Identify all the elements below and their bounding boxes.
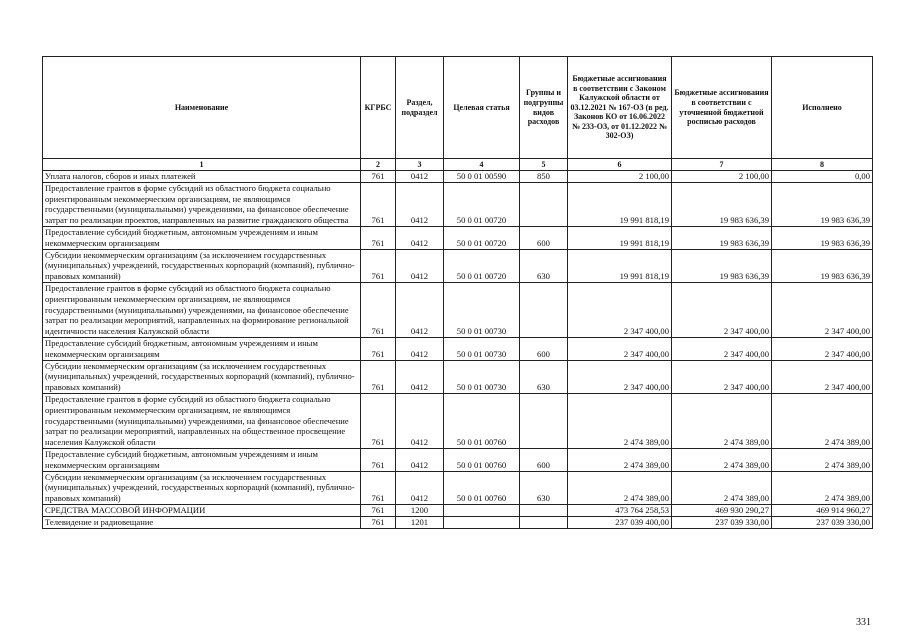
row-budget-refined: 237 039 330,00 bbox=[672, 516, 772, 528]
table-row bbox=[43, 360, 873, 393]
column-number-row bbox=[43, 159, 873, 171]
column-number: 8 bbox=[772, 159, 873, 171]
row-target: 50 0 01 00760 bbox=[444, 393, 520, 448]
row-budget-law: 237 039 400,00 bbox=[568, 516, 672, 528]
table-header-row bbox=[43, 57, 873, 159]
row-section: 0412 bbox=[396, 360, 444, 393]
row-target: 50 0 01 00720 bbox=[444, 226, 520, 249]
column-number: 4 bbox=[444, 159, 520, 171]
header-name: Наименование bbox=[43, 57, 361, 159]
budget-table bbox=[42, 56, 873, 529]
row-executed: 2 474 389,00 bbox=[772, 393, 873, 448]
row-section: 0412 bbox=[396, 471, 444, 504]
row-name: Субсидии некоммерческим организациям (за исключением государственных (муниципальных) учреждений, государственных корпораций (компаний), публично-правовых компаний) bbox=[43, 249, 361, 282]
row-executed: 469 914 960,27 bbox=[772, 504, 873, 516]
row-kgrbs: 761 bbox=[361, 504, 396, 516]
row-name: Предоставление грантов в форме субсидий из областного бюджета социально ориентированным некоммерческим организациям, не являющимся государственными (муниципальными) учреждениями, на финансовое обеспечение затрат по реализации мероприятий, направленных на общественное просвещение населения Калужской области bbox=[43, 393, 361, 448]
row-kgrbs: 761 bbox=[361, 171, 396, 183]
row-section: 0412 bbox=[396, 282, 444, 337]
row-section: 0412 bbox=[396, 393, 444, 448]
column-number: 2 bbox=[361, 159, 396, 171]
row-section: 1200 bbox=[396, 504, 444, 516]
row-budget-law: 2 100,00 bbox=[568, 171, 672, 183]
row-budget-refined: 2 474 389,00 bbox=[672, 393, 772, 448]
row-budget-law: 19 991 818,19 bbox=[568, 226, 672, 249]
row-kgrbs: 761 bbox=[361, 393, 396, 448]
row-budget-law: 2 474 389,00 bbox=[568, 471, 672, 504]
row-executed: 19 983 636,39 bbox=[772, 182, 873, 226]
row-budget-law: 473 764 258,53 bbox=[568, 504, 672, 516]
table-row bbox=[43, 516, 873, 528]
row-kgrbs: 761 bbox=[361, 249, 396, 282]
row-kgrbs: 761 bbox=[361, 337, 396, 360]
row-section: 0412 bbox=[396, 337, 444, 360]
row-name: Уплата налогов, сборов и иных платежей bbox=[43, 171, 361, 183]
row-target: 50 0 01 00760 bbox=[444, 471, 520, 504]
row-budget-refined: 19 983 636,39 bbox=[672, 249, 772, 282]
row-executed: 19 983 636,39 bbox=[772, 226, 873, 249]
row-kgrbs: 761 bbox=[361, 516, 396, 528]
row-group bbox=[520, 393, 568, 448]
row-target: 50 0 01 00720 bbox=[444, 182, 520, 226]
row-target bbox=[444, 504, 520, 516]
row-budget-law: 19 991 818,19 bbox=[568, 249, 672, 282]
table-row bbox=[43, 171, 873, 183]
row-target: 50 0 01 00730 bbox=[444, 360, 520, 393]
row-target: 50 0 01 00720 bbox=[444, 249, 520, 282]
row-group bbox=[520, 504, 568, 516]
row-name: Предоставление грантов в форме субсидий из областного бюджета социально ориентированным некоммерческим организациям, не являющимся государственными (муниципальными) учреждениями, на финансовое обеспечение затрат по реализации мероприятий, направленных на формирование региональной идентичности населения Калужской области bbox=[43, 282, 361, 337]
row-executed: 2 474 389,00 bbox=[772, 448, 873, 471]
row-section: 0412 bbox=[396, 182, 444, 226]
row-executed: 2 347 400,00 bbox=[772, 282, 873, 337]
header-budget-refined: Бюджетные ассигнования в соответствии с уточненной бюджетной росписью расходов bbox=[672, 57, 772, 159]
header-kgrbs: КГРБС bbox=[361, 57, 396, 159]
row-target: 50 0 01 00760 bbox=[444, 448, 520, 471]
row-group bbox=[520, 282, 568, 337]
row-name: СРЕДСТВА МАССОВОЙ ИНФОРМАЦИИ bbox=[43, 504, 361, 516]
row-kgrbs: 761 bbox=[361, 182, 396, 226]
header-budget-law: Бюджетные ассигнования в соответствии с Законом Калужской области от 03.12.2021 № 167-ОЗ (в ред. Законов КО от 16.06.2022 № 233-ОЗ, от 01.12.2022 № 302-ОЗ) bbox=[568, 57, 672, 159]
row-name: Субсидии некоммерческим организациям (за исключением государственных (муниципальных) учреждений, государственных корпораций (компаний), публично-правовых компаний) bbox=[43, 360, 361, 393]
table-row bbox=[43, 337, 873, 360]
header-groups: Группы и подгруппы видов расходов bbox=[520, 57, 568, 159]
row-budget-refined: 19 983 636,39 bbox=[672, 182, 772, 226]
row-budget-law: 2 474 389,00 bbox=[568, 393, 672, 448]
row-section: 1201 bbox=[396, 516, 444, 528]
row-kgrbs: 761 bbox=[361, 471, 396, 504]
row-group: 630 bbox=[520, 471, 568, 504]
column-number: 3 bbox=[396, 159, 444, 171]
row-name: Субсидии некоммерческим организациям (за исключением государственных (муниципальных) учреждений, государственных корпораций (компаний), публично-правовых компаний) bbox=[43, 471, 361, 504]
row-executed: 2 474 389,00 bbox=[772, 471, 873, 504]
header-target: Целевая статья bbox=[444, 57, 520, 159]
row-section: 0412 bbox=[396, 249, 444, 282]
row-executed: 2 347 400,00 bbox=[772, 360, 873, 393]
row-budget-refined: 2 474 389,00 bbox=[672, 448, 772, 471]
column-number: 6 bbox=[568, 159, 672, 171]
table-row bbox=[43, 249, 873, 282]
table-row bbox=[43, 504, 873, 516]
page-number: 331 bbox=[856, 617, 871, 628]
table-row bbox=[43, 226, 873, 249]
row-budget-refined: 2 100,00 bbox=[672, 171, 772, 183]
row-budget-refined: 2 347 400,00 bbox=[672, 337, 772, 360]
table-row bbox=[43, 182, 873, 226]
row-section: 0412 bbox=[396, 448, 444, 471]
table-row bbox=[43, 471, 873, 504]
header-section: Раздел, подраздел bbox=[396, 57, 444, 159]
table-row bbox=[43, 282, 873, 337]
row-budget-law: 2 347 400,00 bbox=[568, 282, 672, 337]
row-group bbox=[520, 516, 568, 528]
table-row bbox=[43, 393, 873, 448]
row-name: Телевидение и радиовещание bbox=[43, 516, 361, 528]
row-group bbox=[520, 182, 568, 226]
row-name: Предоставление субсидий бюджетным, автономным учреждениям и иным некоммерческим организациям bbox=[43, 337, 361, 360]
row-executed: 2 347 400,00 bbox=[772, 337, 873, 360]
row-budget-refined: 2 347 400,00 bbox=[672, 282, 772, 337]
row-kgrbs: 761 bbox=[361, 360, 396, 393]
row-budget-law: 2 474 389,00 bbox=[568, 448, 672, 471]
row-executed: 237 039 330,00 bbox=[772, 516, 873, 528]
row-target: 50 0 01 00590 bbox=[444, 171, 520, 183]
row-kgrbs: 761 bbox=[361, 226, 396, 249]
row-group: 850 bbox=[520, 171, 568, 183]
row-group: 600 bbox=[520, 337, 568, 360]
row-kgrbs: 761 bbox=[361, 282, 396, 337]
row-budget-law: 19 991 818,19 bbox=[568, 182, 672, 226]
row-name: Предоставление субсидий бюджетным, автономным учреждениям и иным некоммерческим организациям bbox=[43, 448, 361, 471]
column-number: 7 bbox=[672, 159, 772, 171]
row-budget-refined: 2 474 389,00 bbox=[672, 471, 772, 504]
row-section: 0412 bbox=[396, 226, 444, 249]
row-group: 600 bbox=[520, 448, 568, 471]
row-kgrbs: 761 bbox=[361, 448, 396, 471]
header-executed: Исполнено bbox=[772, 57, 873, 159]
row-budget-law: 2 347 400,00 bbox=[568, 337, 672, 360]
row-section: 0412 bbox=[396, 171, 444, 183]
row-target bbox=[444, 516, 520, 528]
row-group: 630 bbox=[520, 360, 568, 393]
row-budget-refined: 469 930 290,27 bbox=[672, 504, 772, 516]
row-budget-refined: 19 983 636,39 bbox=[672, 226, 772, 249]
row-budget-refined: 2 347 400,00 bbox=[672, 360, 772, 393]
row-group: 600 bbox=[520, 226, 568, 249]
row-group: 630 bbox=[520, 249, 568, 282]
row-executed: 19 983 636,39 bbox=[772, 249, 873, 282]
table-row bbox=[43, 448, 873, 471]
row-budget-law: 2 347 400,00 bbox=[568, 360, 672, 393]
row-executed: 0,00 bbox=[772, 171, 873, 183]
row-target: 50 0 01 00730 bbox=[444, 282, 520, 337]
row-target: 50 0 01 00730 bbox=[444, 337, 520, 360]
column-number: 5 bbox=[520, 159, 568, 171]
row-name: Предоставление субсидий бюджетным, автономным учреждениям и иным некоммерческим организациям bbox=[43, 226, 361, 249]
row-name: Предоставление грантов в форме субсидий из областного бюджета социально ориентированным некоммерческим организациям, не являющимся государственными (муниципальными) учреждениями, на финансовое обеспечение затрат по реализации проектов, направленных на развитие гражданского общества bbox=[43, 182, 361, 226]
column-number: 1 bbox=[43, 159, 361, 171]
